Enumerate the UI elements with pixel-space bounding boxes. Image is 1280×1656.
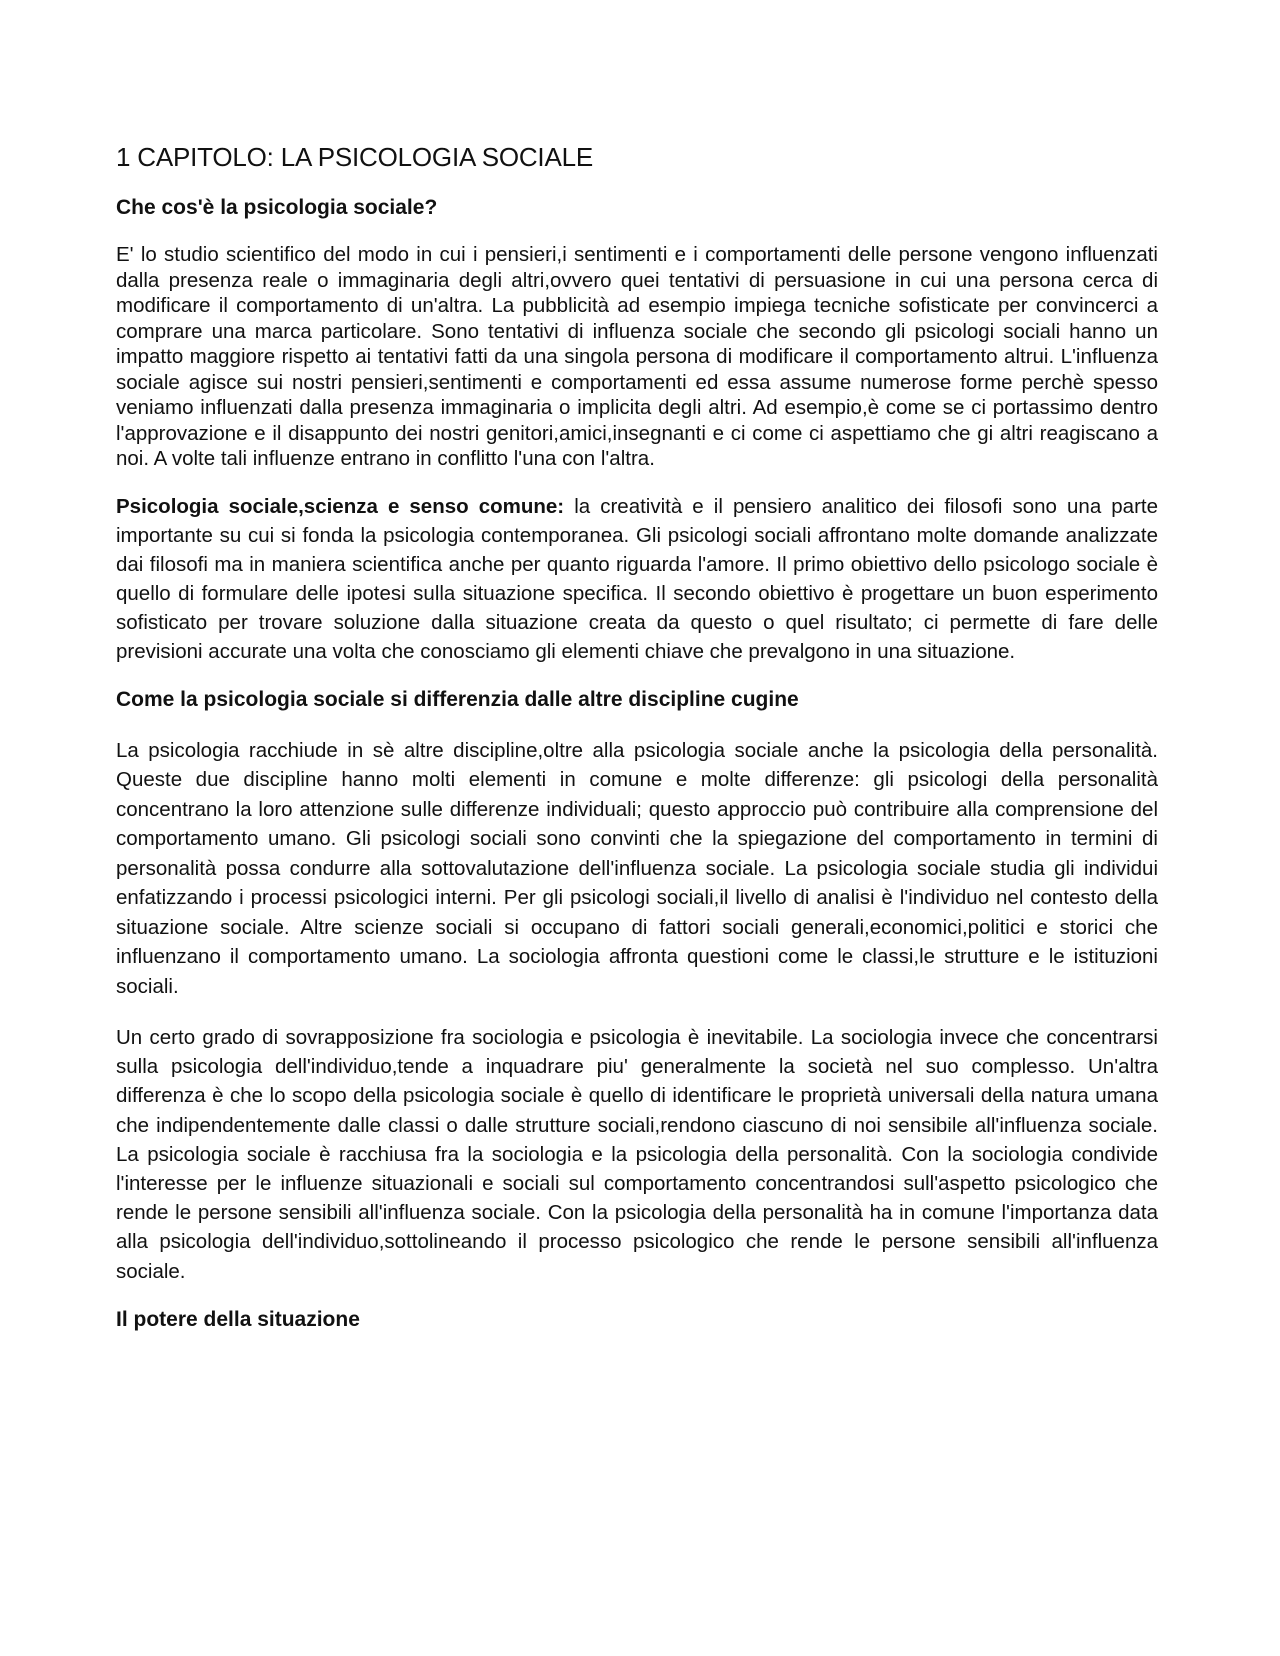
paragraph-science-common-sense xyxy=(116,492,1158,666)
section-heading-what-is: Che cos'è la psicologia sociale? xyxy=(116,196,438,219)
paragraph-body: la creatività e il pensiero analitico dei filosofi sono una parte importante su cui si fonda la psicologia contemporanea. Gli psicologi sociali affrontano molte domande analizzate dai filosofi ma in maniera scientifica anche per quanto riguarda l'amore. Il primo obiettivo dello psicologo sociale è quello di formulare delle ipotesi sulla situazione specifica. Il secondo obiettivo è progettare un buon esperimento sofisticato per trovare soluzione dalla situazione creata da questo o quel risultato; ci permette di fare delle previsioni accurate una volta che conosciamo gli elementi chiave che prevalgono in una situazione. xyxy=(116,494,1159,663)
paragraph-sociology: Un certo grado di sovrapposizione fra sociologia e psicologia è inevitabile. La sociologia invece che concentrarsi sulla psicologia dell'individuo,tende a inquadrare piu' generalmente la società nel suo complesso. Un'altra differenza è che lo scopo della psicologia sociale è quello di identificare le proprietà universali della natura umana che indipendentemente dalle classi o dalle strutture sociali,rendono ciascuno di noi sensibile all'influenza sociale. La psicologia sociale è racchiusa fra la sociologia e la psicologia della personalità. Con la sociologia condivide l'interesse per le influenze situazionali e sociali sul comportamento concentrandosi sull'aspetto psicologico che rende le persone sensibili all'influenza sociale. Con la psicologia della personalità ha in comune l'importanza data alla psicologia dell'individuo,sottolineando il processo psicologico che rende le persone sensibili all'influenza sociale. xyxy=(116,1026,1158,1283)
section-heading-disciplines: Come la psicologia sociale si differenzia dalle altre discipline cugine xyxy=(116,687,799,711)
chapter-title: 1 CAPITOLO: LA PSICOLOGIA SOCIALE xyxy=(116,142,594,172)
document-page xyxy=(116,140,1158,1334)
section-heading-situation: Il potere della situazione xyxy=(116,1307,360,1331)
paragraph-lead: Psicologia sociale,scienza e senso comune: xyxy=(116,494,565,518)
paragraph-personality: La psicologia racchiude in sè altre discipline,oltre alla psicologia sociale anche la psicologia della personalità. Queste due discipline hanno molti elementi in comune e molte differenze: gli psicologi della personalità concentrano la loro attenzione sulle differenze individuali; questo approccio può contribuire alla comprensione del comportamento umano. Gli psicologi sociali sono convinti che la spiegazione del comportamento in termini di personalità possa condurre alla sottovalutazione dell'influenza sociale. La psicologia sociale studia gli individui enfatizzando i processi psicologici interni. Per gli psicologi sociali,il livello di analisi è l'individuo nel contesto della situazione sociale. Altre scienze sociali si occupano di fattori sociali generali,economici,politici e storici che influenzano il comportamento umano. La sociologia affronta questioni come le classi,le strutture e le istituzioni sociali. xyxy=(116,738,1158,998)
paragraph-definition: E' lo studio scientifico del modo in cui i pensieri,i sentimenti e i comportamenti delle persone vengono influenzati dalla presenza reale o immaginaria degli altri,ovvero quei tentativi di persuasione in cui una persona cerca di modificare il comportamento di un'altra. La pubblicità ad esempio impiega tecniche sofisticate per convincerci a comprare una marca particolare. Sono tentativi di influenza sociale che secondo gli psicologi sociali hanno un impatto maggiore rispetto ai tentativi fatti da una singola persona di modificare il comportamento altrui. L'influenza sociale agisce sui nostri pensieri,sentimenti e comportamenti ed essa assume numerose forme perchè spesso veniamo influenzati dalla presenza immaginaria o implicita degli altri. Ad esempio,è come se ci portassimo dentro l'approvazione e il disappunto dei nostri genitori,amici,insegnanti e ci come ci aspettiamo che gi altri reagiscano a noi. A volte tali influenze entrano in conflitto l'una con l'altra. xyxy=(116,243,1158,470)
